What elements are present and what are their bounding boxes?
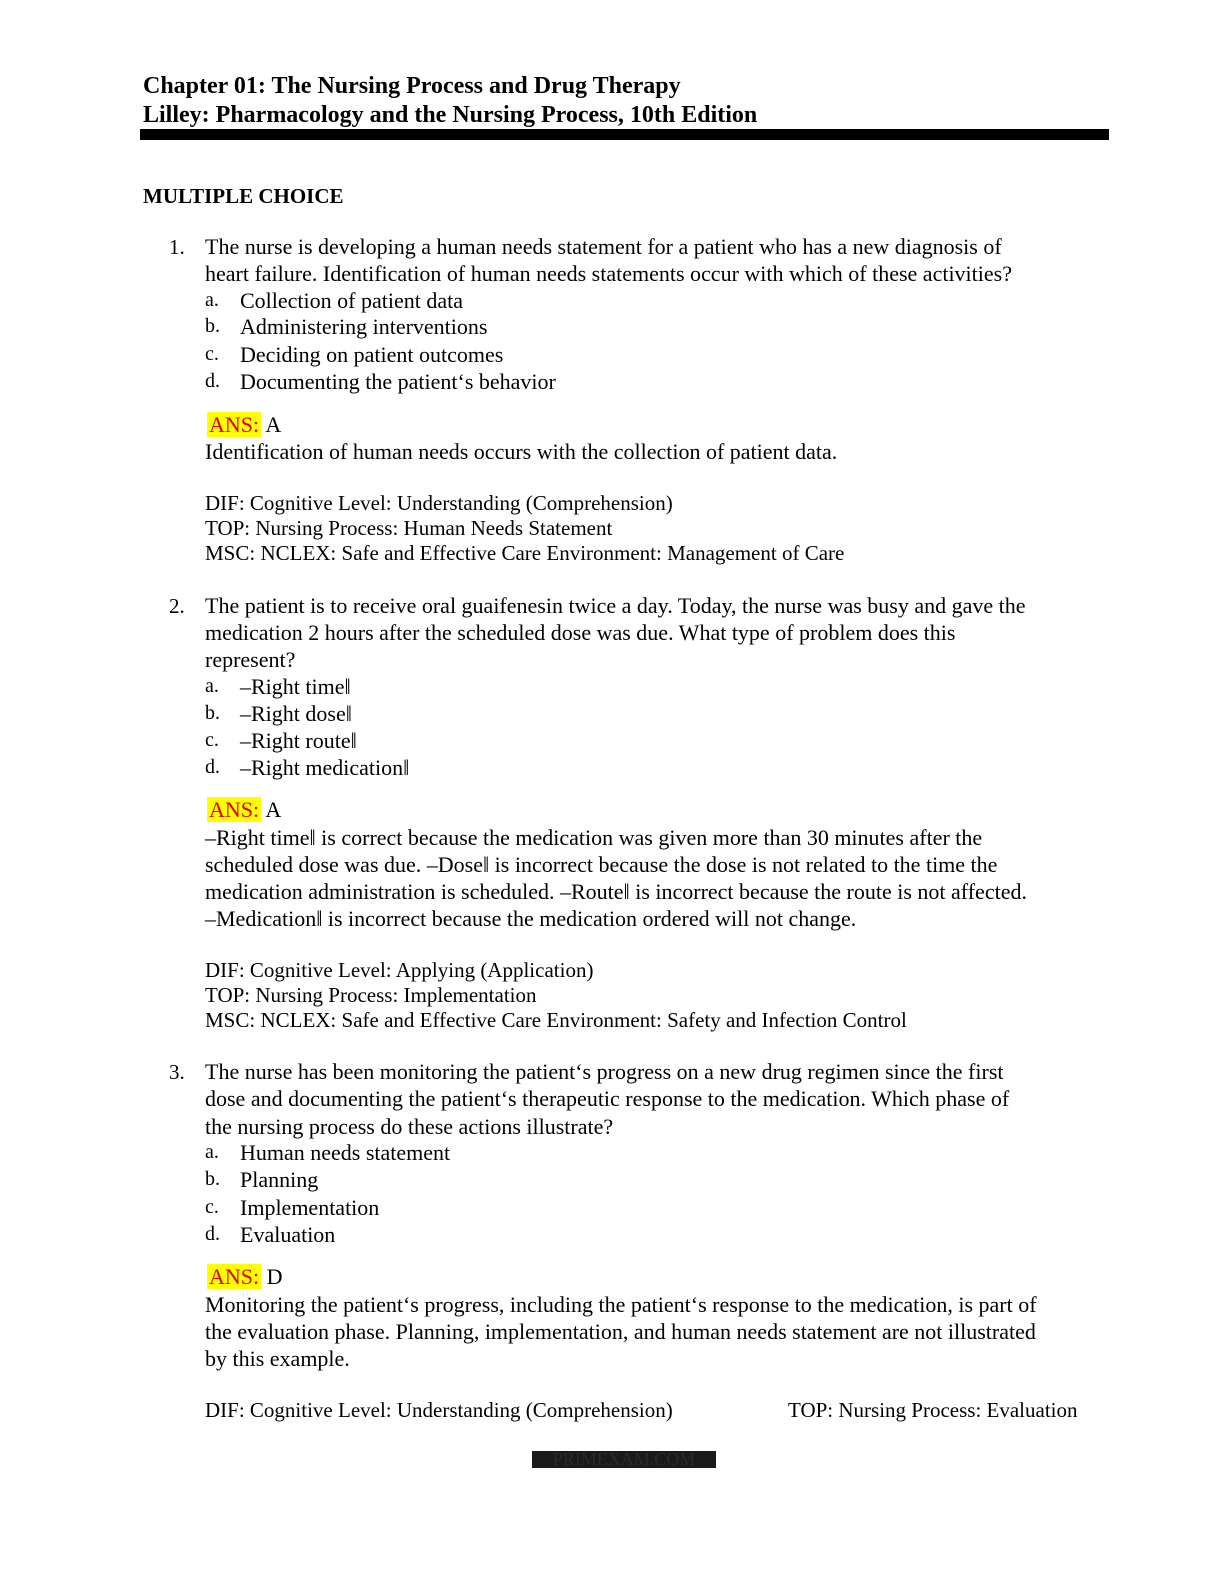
option-letter: d.	[205, 756, 220, 778]
option-letter: c.	[205, 1196, 219, 1218]
option-letter: b.	[205, 315, 220, 337]
rationale-line: Monitoring the patient‘s progress, including the patient‘s response to the medication, is part of	[205, 1292, 1037, 1317]
option-letter: c.	[205, 343, 219, 365]
rationale-line: –Right time‖ is correct because the medication was given more than 30 minutes after the	[205, 825, 983, 850]
option-text: Planning	[240, 1167, 319, 1192]
option-letter: d.	[205, 370, 220, 392]
rationale-line: the evaluation phase. Planning, implementation, and human needs statement are not illustrated	[205, 1319, 1036, 1344]
answer-value: D	[266, 1264, 283, 1289]
difficulty: DIF: Cognitive Level: Understanding (Comprehension)	[205, 491, 673, 515]
topic: TOP: Nursing Process: Human Needs Statement	[205, 516, 613, 540]
option-letter: c.	[205, 729, 219, 751]
option-letter: a.	[205, 289, 219, 311]
rationale-line: by this example.	[205, 1346, 350, 1371]
question-stem-line: The nurse is developing a human needs statement for a patient who has a new diagnosis of	[205, 234, 1002, 259]
option-text: Evaluation	[240, 1222, 336, 1247]
option-letter: a.	[205, 1141, 219, 1163]
option-text: –Right route‖	[240, 728, 357, 753]
chapter-title: Chapter 01: The Nursing Process and Drug Therapy	[143, 73, 681, 99]
answer-line	[207, 412, 281, 438]
option-letter: a.	[205, 675, 219, 697]
footer-watermark: PRIMEXAM.COM	[532, 1451, 716, 1468]
option-text: Human needs statement	[240, 1140, 451, 1165]
question-number: 3.	[169, 1060, 185, 1084]
question-stem-line: The patient is to receive oral guaifenesin twice a day. Today, the nurse was busy and gave the	[205, 593, 1026, 618]
question-number: 2.	[169, 594, 185, 618]
question-stem-line: medication 2 hours after the scheduled dose was due. What type of problem does this	[205, 620, 956, 645]
book-title: Lilley: Pharmacology and the Nursing Process, 10th Edition	[143, 102, 758, 128]
answer-value: A	[265, 797, 282, 822]
answer-label: ANS:	[209, 797, 260, 822]
section-title: MULTIPLE CHOICE	[143, 184, 344, 208]
option-text: Documenting the patient‘s behavior	[240, 369, 556, 394]
option-text: Deciding on patient outcomes	[240, 342, 504, 367]
header-rule	[140, 129, 1109, 140]
question-stem-line: The nurse has been monitoring the patient‘s progress on a new drug regimen since the first	[205, 1059, 1004, 1084]
difficulty: DIF: Cognitive Level: Understanding (Comprehension)	[205, 1398, 673, 1422]
option-text: –Right time‖	[240, 674, 351, 699]
difficulty: DIF: Cognitive Level: Applying (Application)	[205, 958, 594, 982]
rationale-line: medication administration is scheduled. –Route‖ is incorrect because the route is not affected.	[205, 879, 1027, 904]
msc: MSC: NCLEX: Safe and Effective Care Environment: Safety and Infection Control	[205, 1008, 907, 1032]
option-text: –Right medication‖	[240, 755, 410, 780]
option-text: Collection of patient data	[240, 288, 463, 313]
answer-label: ANS:	[209, 1264, 260, 1289]
rationale-line: scheduled dose was due. –Dose‖ is incorrect because the dose is not related to the time the	[205, 852, 998, 877]
answer-line	[207, 1264, 283, 1290]
option-text: Implementation	[240, 1195, 380, 1220]
option-letter: b.	[205, 702, 220, 724]
option-letter: b.	[205, 1168, 220, 1190]
answer-value: A	[265, 412, 282, 437]
msc: MSC: NCLEX: Safe and Effective Care Environment: Management of Care	[205, 541, 845, 565]
answer-label: ANS:	[209, 412, 260, 437]
topic: TOP: Nursing Process: Evaluation	[788, 1398, 1078, 1422]
rationale-line: –Medication‖ is incorrect because the medication ordered will not change.	[205, 906, 857, 931]
option-letter: d.	[205, 1223, 220, 1245]
option-text: –Right dose‖	[240, 701, 352, 726]
question-stem-line: heart failure. Identification of human needs statements occur with which of these activities?	[205, 261, 1012, 286]
answer-line	[207, 797, 281, 823]
question-stem-line: dose and documenting the patient‘s therapeutic response to the medication. Which phase of	[205, 1086, 1010, 1111]
question-number: 1.	[169, 235, 185, 259]
question-stem-line: the nursing process do these actions illustrate?	[205, 1114, 614, 1139]
topic: TOP: Nursing Process: Implementation	[205, 983, 537, 1007]
option-text: Administering interventions	[240, 314, 488, 339]
question-stem-line: represent?	[205, 647, 296, 672]
rationale-line: Identification of human needs occurs with the collection of patient data.	[205, 439, 838, 464]
